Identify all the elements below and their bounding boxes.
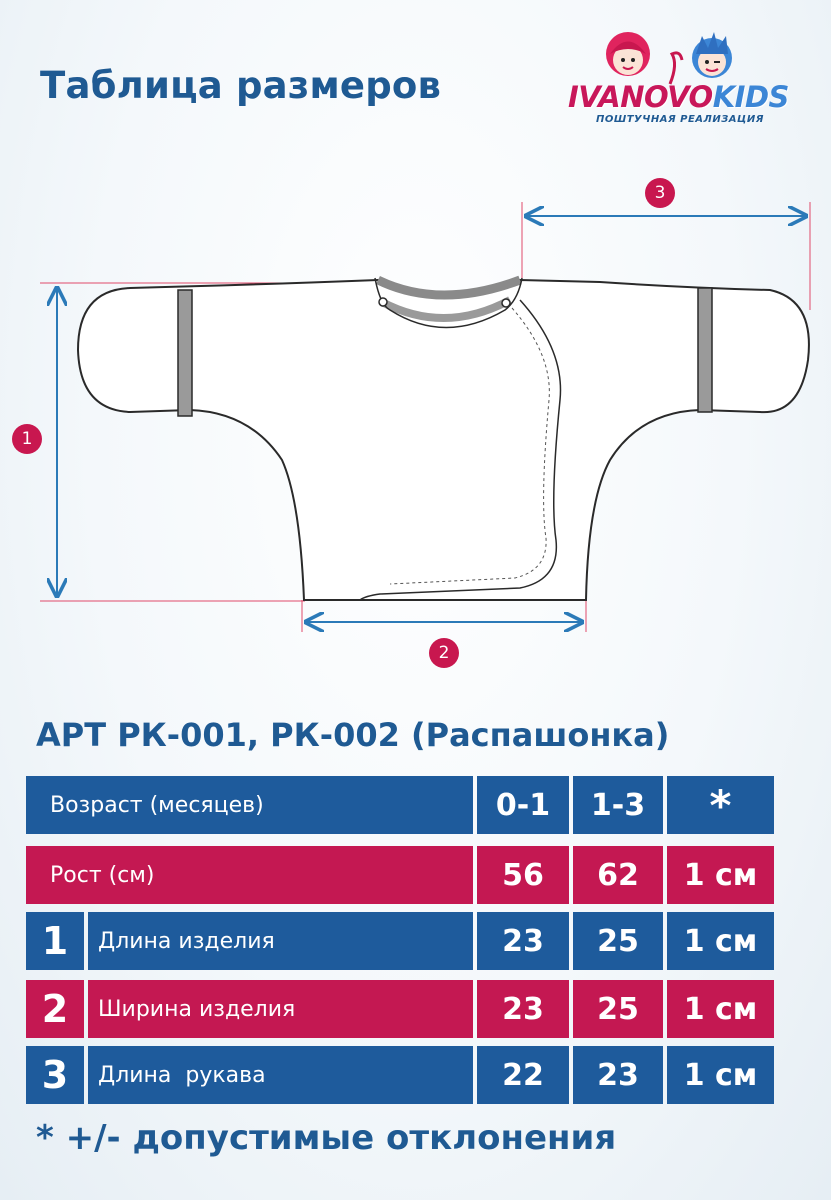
tolerance-star: * (667, 776, 774, 834)
brand-name-part1: IVANOVO (568, 80, 713, 114)
row-value-1: 23 (477, 980, 569, 1038)
row-number: 3 (26, 1046, 84, 1104)
row-tolerance: 1 см (667, 980, 774, 1038)
tolerance-footnote: * +/- допустимые отклонения (36, 1118, 617, 1158)
height-row (26, 846, 774, 904)
row-value-2: 23 (573, 1046, 663, 1104)
article-title: АРТ РК-001, РК-002 (Распашонка) (36, 716, 670, 754)
row-tolerance: 1 см (667, 912, 774, 970)
height-tolerance: 1 см (667, 846, 774, 904)
page-title: Таблица размеров (40, 64, 442, 107)
age-col-1: 0-1 (477, 776, 569, 834)
row-number: 2 (26, 980, 84, 1038)
height-label: Рост (см) (26, 846, 473, 904)
row-tolerance: 1 см (667, 1046, 774, 1104)
brand-name (568, 80, 789, 114)
brand-name-part2: KIDS (712, 80, 789, 114)
brand-tagline: ПОШТУЧНАЯ РЕАЛИЗАЦИЯ (596, 114, 764, 125)
table-row (26, 912, 774, 970)
marker-3: 3 (645, 178, 675, 208)
row-value-1: 22 (477, 1046, 569, 1104)
age-col-2: 1-3 (573, 776, 663, 834)
row-label: Длина рукава (88, 1046, 473, 1104)
row-label: Ширина изделия (88, 980, 473, 1038)
age-label: Возраст (месяцев) (26, 776, 473, 834)
table-row (26, 980, 774, 1038)
marker-2: 2 (429, 638, 459, 668)
height-col-1: 56 (477, 846, 569, 904)
row-number: 1 (26, 912, 84, 970)
marker-1: 1 (12, 424, 42, 454)
row-value-1: 23 (477, 912, 569, 970)
row-value-2: 25 (573, 912, 663, 970)
row-value-2: 25 (573, 980, 663, 1038)
brand-logo (560, 24, 805, 134)
table-row (26, 1046, 774, 1104)
table-header-row (26, 776, 774, 834)
garment-diagram (0, 160, 831, 680)
height-col-2: 62 (573, 846, 663, 904)
row-label: Длина изделия (88, 912, 473, 970)
